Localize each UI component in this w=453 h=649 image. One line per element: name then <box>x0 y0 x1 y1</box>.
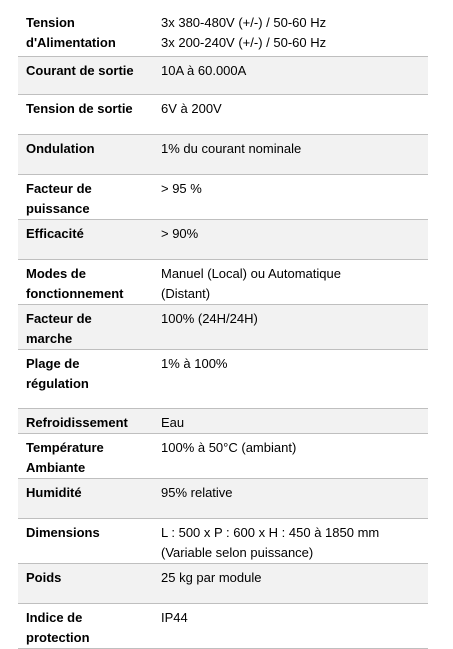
spec-label: Tension d'Alimentation <box>18 9 153 56</box>
spec-value: IP44 <box>153 603 428 648</box>
spec-value: 1% à 100% <box>153 349 428 408</box>
spec-value: Eau <box>153 408 428 433</box>
spec-value: > 90% <box>153 219 428 259</box>
table-row <box>18 603 428 648</box>
table-row <box>18 518 428 563</box>
table-row <box>18 94 428 134</box>
spec-label: Poids <box>18 563 153 603</box>
spec-label: Courant de sortie <box>18 56 153 94</box>
table-row <box>18 174 428 219</box>
table-row <box>18 219 428 259</box>
spec-label: Dimensions <box>18 518 153 563</box>
spec-label: Tension de sortie <box>18 94 153 134</box>
spec-label: Ondulation <box>18 134 153 174</box>
spec-value: 95% relative <box>153 478 428 518</box>
spec-label: Indice de protection <box>18 603 153 648</box>
table-row <box>18 259 428 304</box>
spec-value: 100% (24H/24H) <box>153 304 428 349</box>
spec-label: Efficacité <box>18 219 153 259</box>
table-row <box>18 478 428 518</box>
table-row <box>18 304 428 349</box>
table-row <box>18 433 428 478</box>
table-row <box>18 134 428 174</box>
spec-value: 10A à 60.000A <box>153 56 428 94</box>
table-row <box>18 408 428 433</box>
spec-label: Humidité <box>18 478 153 518</box>
spec-value: L : 500 x P : 600 x H : 450 à 1850 mm (Variable selon puissance) <box>153 518 428 563</box>
table-row <box>18 563 428 603</box>
spec-label: Facteur de marche <box>18 304 153 349</box>
table-row <box>18 349 428 408</box>
spec-value: > 95 % <box>153 174 428 219</box>
spec-label: Refroidissement <box>18 408 153 433</box>
spec-label: Modes de fonctionnement <box>18 259 153 304</box>
table-row <box>18 56 428 94</box>
spec-value: 1% du courant nominale <box>153 134 428 174</box>
spec-value: 25 kg par module <box>153 563 428 603</box>
table-row <box>18 9 428 56</box>
specifications-table <box>18 9 428 649</box>
spec-label: Température Ambiante <box>18 433 153 478</box>
spec-value: 6V à 200V <box>153 94 428 134</box>
spec-value: 3x 380-480V (+/-) / 50-60 Hz 3x 200-240V (+/-) / 50-60 Hz <box>153 9 428 56</box>
spec-label: Plage de régulation <box>18 349 153 408</box>
spec-value: 100% à 50°C (ambiant) <box>153 433 428 478</box>
spec-value: Manuel (Local) ou Automatique (Distant) <box>153 259 428 304</box>
spec-label: Facteur de puissance <box>18 174 153 219</box>
